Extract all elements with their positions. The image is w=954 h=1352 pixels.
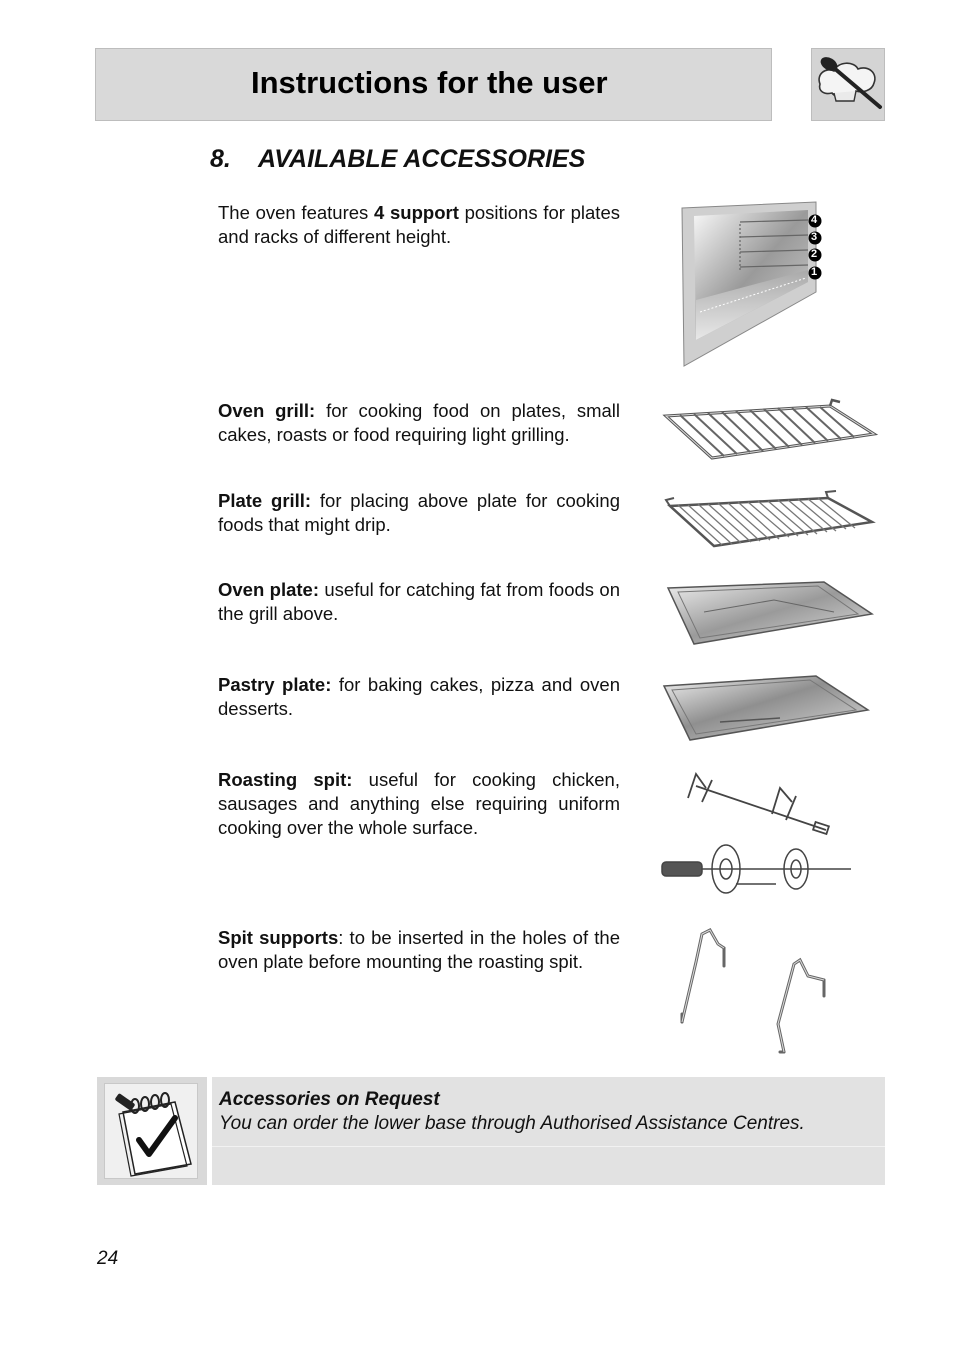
- accessory-oven-plate: [218, 578, 620, 626]
- note-title: Accessories on Request: [219, 1089, 440, 1110]
- oven-plate-illustration: [664, 578, 876, 655]
- accessory-name: Roasting spit:: [218, 769, 353, 790]
- note-icon-box: [104, 1083, 198, 1179]
- oven-grill-illustration: [660, 398, 880, 473]
- pastry-plate-illustration: [660, 672, 872, 749]
- rack-level-2: 2: [811, 248, 818, 260]
- section-title: [210, 145, 585, 174]
- oven-cavity-illustration: [680, 200, 825, 373]
- intro-text-end: positions for plates and racks of different height.: [218, 202, 620, 247]
- accessory-oven-grill: [218, 399, 620, 447]
- accessory-description: : to be inserted in the holes of the oven plate before mounting the roasting spit.: [218, 927, 620, 972]
- accessory-roasting-spit: [218, 768, 620, 840]
- accessory-description: useful for cooking chicken, sausages and anything else requiring uniform cooking over the whole surface.: [218, 769, 620, 838]
- intro-bold: 4 support: [374, 202, 459, 223]
- note-divider: [212, 1146, 885, 1147]
- section-heading: AVAILABLE ACCESSORIES: [258, 145, 586, 173]
- accessory-name: Spit supports: [218, 927, 339, 948]
- page-number: 24: [97, 1248, 119, 1269]
- header-bar: [95, 48, 772, 121]
- accessory-spit-supports: [218, 926, 620, 974]
- intro-paragraph: [218, 201, 620, 249]
- plate-grill-illustration: [664, 488, 878, 559]
- note-text: You can order the lower base through Authorised Assistance Centres.: [219, 1113, 805, 1134]
- accessory-pastry-plate: [218, 673, 620, 721]
- accessory-name: Oven plate:: [218, 579, 319, 600]
- rack-level-4: 4: [811, 214, 818, 226]
- accessory-description: for cooking food on plates, small cakes, roasts or food requiring light grilling.: [218, 400, 620, 445]
- accessory-description: useful for catching fat from foods on the grill above.: [218, 579, 620, 624]
- logo-box: [811, 48, 885, 121]
- roasting-spit-illustration: [656, 766, 856, 919]
- accessory-plate-grill: [218, 489, 620, 537]
- accessory-name: Pastry plate:: [218, 674, 332, 695]
- header-title: Instructions for the user: [251, 65, 608, 100]
- rack-level-3: 3: [811, 231, 818, 243]
- accessory-name: Plate grill:: [218, 490, 312, 511]
- spit-supports-illustration: [676, 924, 846, 1063]
- notepad-check-icon: [105, 1084, 197, 1178]
- section-number: 8.: [210, 145, 231, 173]
- rack-level-1: 1: [811, 266, 818, 278]
- accessory-name: Oven grill:: [218, 400, 316, 421]
- accessory-description: for baking cakes, pizza and oven desserts.: [218, 674, 620, 719]
- intro-text-start: The oven features: [218, 202, 374, 223]
- accessory-description: for placing above plate for cooking foods that might drip.: [218, 490, 620, 535]
- chef-spoon-icon: [812, 49, 884, 120]
